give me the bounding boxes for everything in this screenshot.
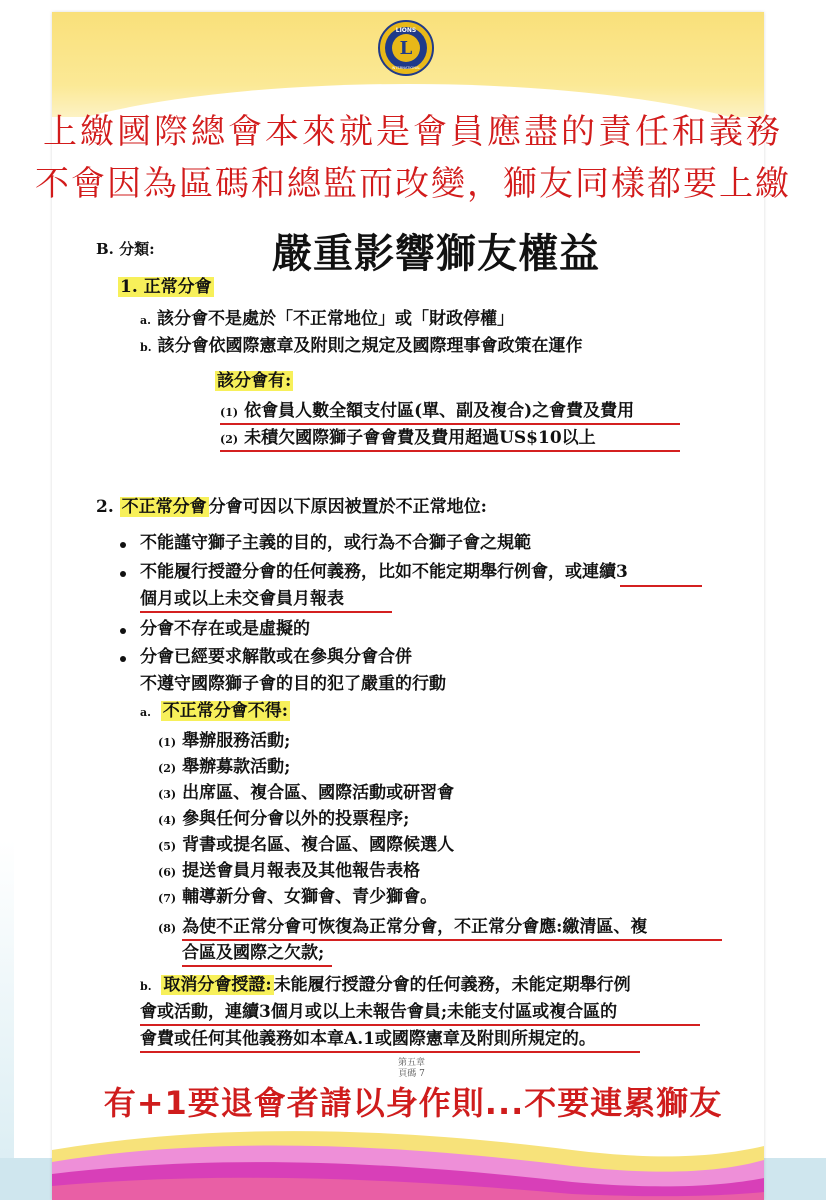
prohibited-item: (5) 背書或提名區、複合區、國際候選人: [158, 835, 455, 855]
prohibited-item: (4) 參與任何分會以外的投票程序;: [158, 809, 410, 829]
headline-line-2: 不會因為區碼和總監而改變，獅友同樣都要上繳: [35, 164, 791, 204]
bottom-slogan: 有+1要退會者請以身作則...不要連累獅友: [103, 1084, 723, 1122]
underline: [220, 423, 680, 425]
underline: [140, 611, 392, 613]
abnormal-reason: 分會已經要求解散或在參與分會合併: [140, 647, 412, 667]
abnormal-reason: 分會不存在或是虛擬的: [140, 619, 310, 639]
normal-club-heading: 1. 正常分會: [120, 277, 212, 297]
underline: [140, 1024, 700, 1026]
underline: [140, 1051, 640, 1053]
prohibited-item: (2) 舉辦募款活動;: [158, 757, 291, 777]
bullet: [120, 656, 126, 662]
lions-emblem-subtext: INTERNATIONAL: [391, 66, 421, 70]
bottom-wave: [52, 1110, 764, 1200]
underline: [620, 585, 702, 587]
footer-page-number: 頁碼 7: [398, 1069, 425, 1079]
abnormal-reason-cont: 不遵守國際獅子會的目的犯了嚴重的行動: [140, 674, 446, 694]
prohibited-item: (8) 為使不正常分會可恢復為正常分會，不正常分會應:繳清區、複: [158, 917, 648, 937]
prohibited-item: (1) 舉辦服務活動;: [158, 731, 291, 751]
normal-club-has-label: 該分會有:: [217, 371, 292, 391]
prohibited-item: (7) 輔導新分會、女獅會、青少獅會。: [158, 887, 438, 907]
abnormal-reason-cont: 個月或以上未交會員月報表: [140, 589, 344, 609]
underline: [182, 939, 722, 941]
footer-chapter: 第五章: [398, 1058, 426, 1068]
charter-cancel-line-3: 會費或任何其他義務如本章A.1或國際憲章及附則所規定的。: [140, 1029, 596, 1049]
prohibited-item-cont: 合區及國際之欠款;: [182, 943, 325, 963]
abnormal-reason: 不能履行授證分會的任何義務，比如不能定期舉行例會，或連續3: [140, 562, 628, 582]
underline: [182, 965, 332, 967]
bullet: [120, 628, 126, 634]
bullet: [120, 571, 126, 577]
section-label: B. 分類:: [96, 240, 155, 258]
charter-cancel-line-2: 會或活動，連續3個月或以上未報告會員;未能支付區或複合區的: [140, 1002, 618, 1022]
big-title: 嚴重影響獅友權益: [272, 231, 600, 277]
underline: [220, 450, 680, 452]
abnormal-club-heading: 2. 不正常分會 分會可因以下原因被置於不正常地位:: [96, 497, 487, 517]
prohibited-item: (6) 提送會員月報表及其他報告表格: [158, 861, 421, 881]
normal-club-b: b. 該分會依國際憲章及附則之規定及國際理事會政策在運作: [140, 336, 583, 356]
normal-club-item-2: (2) 未積欠國際獅子會會費及費用超過US$10以上: [220, 428, 596, 448]
page-footer: [398, 1058, 425, 1080]
lions-emblem-text: LIONS: [395, 27, 417, 34]
headline-line-1: 上繳國際總會本來就是會員應盡的責任和義務: [43, 112, 783, 152]
charter-cancel-line-1: b. 取消分會授證: 未能履行授證分會的任何義務，未能定期舉行例: [140, 975, 631, 995]
abnormal-prohibited-label: a. 不正常分會不得:: [140, 701, 289, 721]
prohibited-item: (3) 出席區、複合區、國際活動或研習會: [158, 783, 455, 803]
normal-club-item-1: (1) 依會員人數全額支付區(單、副及複合)之會費及費用: [220, 401, 635, 421]
lions-emblem-letter: L: [399, 38, 413, 59]
abnormal-reason: 不能謹守獅子主義的目的，或行為不合獅子會之規範: [140, 533, 531, 553]
bullet: [120, 542, 126, 548]
normal-club-a: a. 該分會不是處於「不正常地位」或「財政停權」: [140, 309, 514, 329]
